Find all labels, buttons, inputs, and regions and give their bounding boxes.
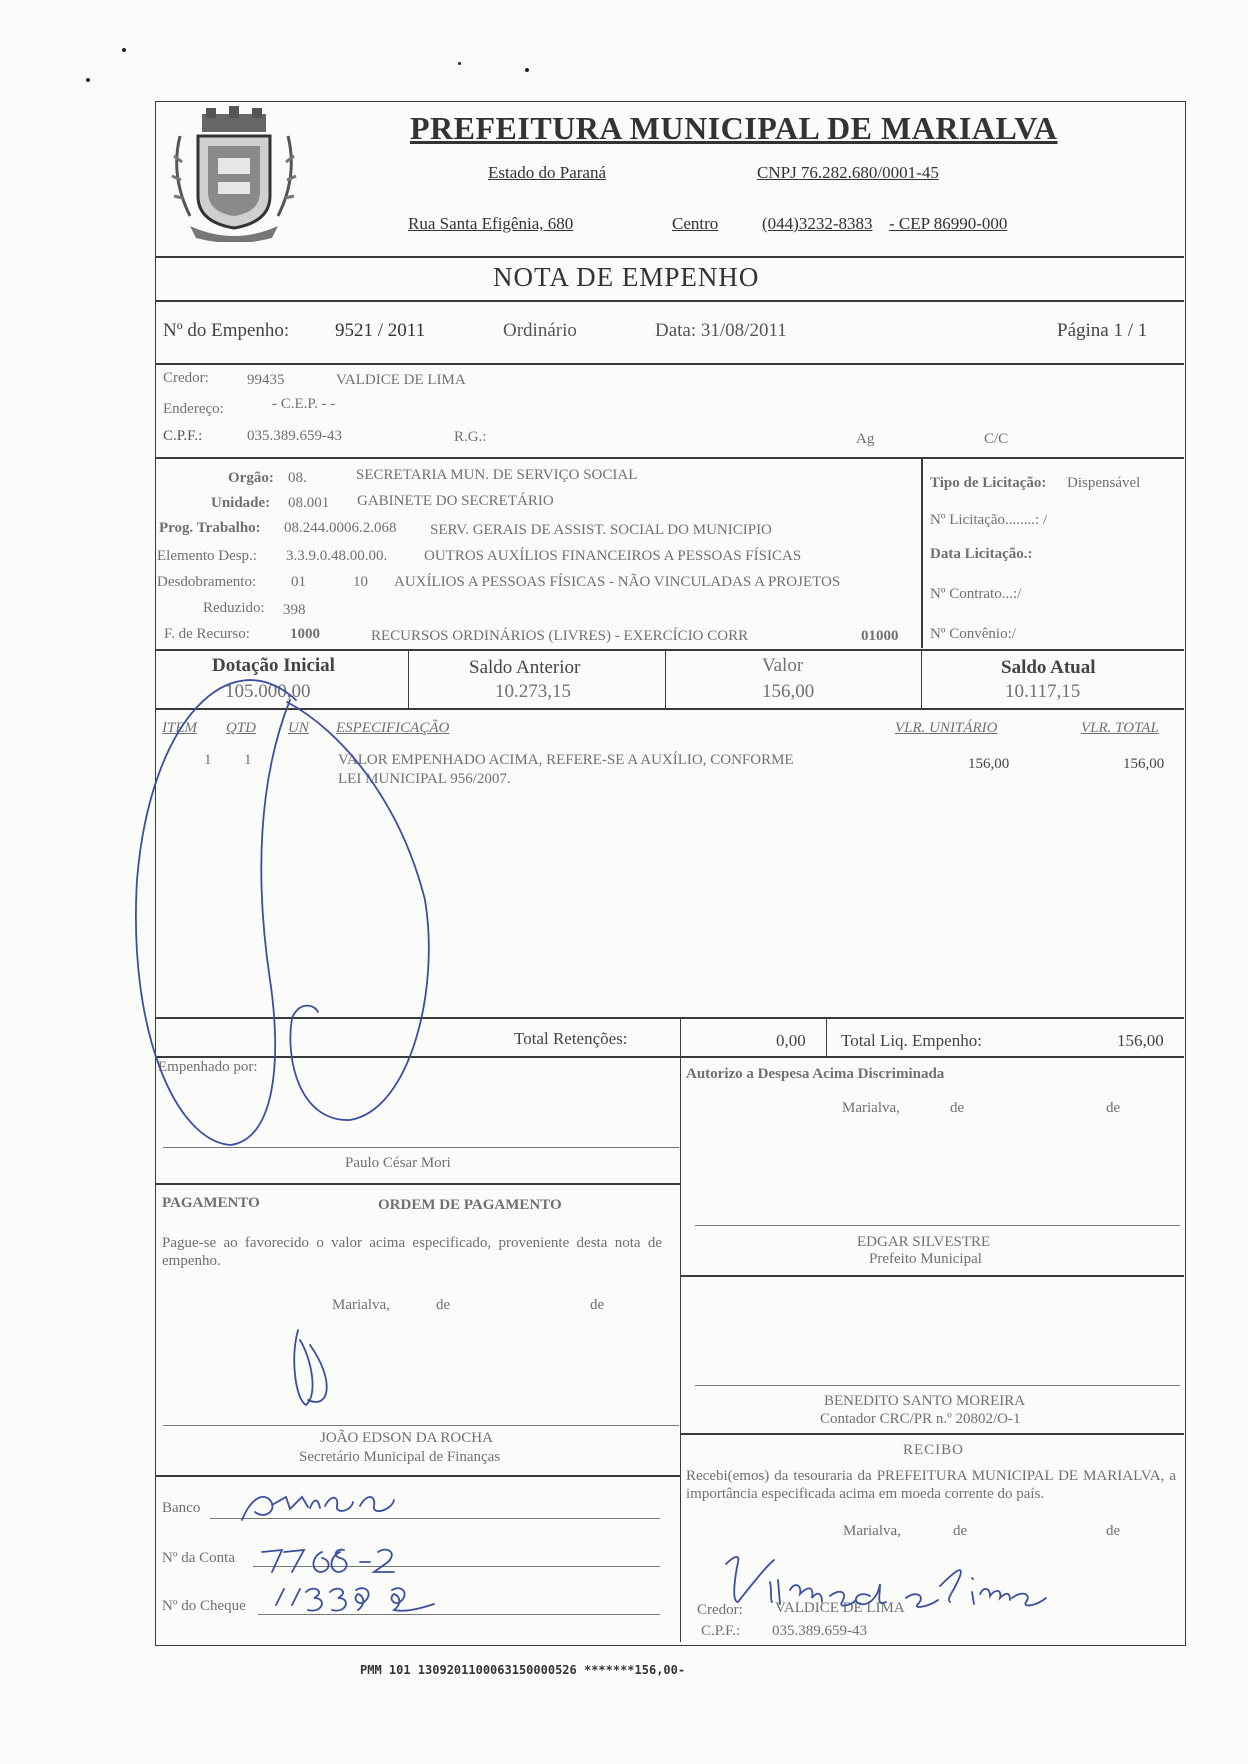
empenho-type: Ordinário — [503, 320, 577, 341]
convenio-number: Nº Convênio:/ — [930, 626, 1016, 642]
valor-label: Valor — [762, 655, 804, 676]
credor-code: 99435 — [247, 372, 285, 388]
row-spec-line1: VALOR EMPENHADO ACIMA, REFERE-SE A AUXÍLIO, CONFORME — [338, 752, 794, 768]
reduzido-value: 398 — [283, 602, 306, 618]
prog-trabalho-desc: SERV. GERAIS DE ASSIST. SOCIAL DO MUNICIPIO — [430, 522, 772, 538]
phone-label: (044)3232-8383 — [762, 214, 873, 233]
empenho-number: 9521 / 2011 — [335, 320, 426, 341]
cep-label: - CEP 86990-000 — [889, 214, 1008, 233]
rg-label: R.G.: — [454, 429, 487, 445]
conta-label: Nº da Conta — [162, 1550, 235, 1566]
empenhado-name: Paulo César Mori — [345, 1155, 451, 1171]
cpf-label: C.P.F.: — [163, 428, 203, 444]
desdobramento-code1: 01 — [291, 574, 306, 590]
desdobramento-label: Desdobramento: — [157, 574, 257, 590]
saldo-anterior-value: 10.273,15 — [495, 681, 571, 702]
recibo-text: Recebi(emos) da tesouraria da PREFEITURA MUNICIPAL DE MARIALVA, a importância especificada acima em moeda corrente do país. — [686, 1468, 1176, 1502]
endereco-label: Endereço: — [163, 401, 224, 417]
recibo-cpf-label: C.P.F.: — [701, 1623, 741, 1639]
banco-label: Banco — [162, 1500, 201, 1516]
cnpj-label: CNPJ 76.282.680/0001-45 — [757, 163, 939, 182]
autorizo-de2: de — [1106, 1100, 1121, 1116]
orgao-code: 08. — [288, 470, 307, 486]
col-header-unit-value: VLR. UNITÁRIO — [895, 720, 998, 736]
orgao-desc: SECRETARIA MUN. DE SERVIÇO SOCIAL — [356, 467, 638, 483]
district-label: Centro — [672, 214, 719, 233]
row-spec-line2: LEI MUNICIPAL 956/2007. — [338, 771, 511, 787]
dotacao-inicial-label: Dotação Inicial — [212, 655, 335, 676]
licitacao-number: Nº Licitação........: / — [930, 512, 1048, 528]
contador-role: Contador CRC/PR n.º 20802/O-1 — [820, 1411, 1021, 1427]
secretario-signature — [294, 1330, 326, 1405]
elemento-desc: OUTROS AUXÍLIOS FINANCEIROS A PESSOAS FÍSICAS — [424, 548, 802, 564]
address-label: Rua Santa Efigênia, 680 — [408, 214, 574, 233]
state-label: Estado do Paraná — [488, 163, 607, 182]
recibo-city: Marialva, — [843, 1523, 901, 1539]
pagamento-text: Pague-se ao favorecido o valor acima especificado, proveniente desta nota de empenho. — [162, 1235, 662, 1269]
pagamento-label: PAGAMENTO — [162, 1195, 260, 1211]
agency-label: Ag — [856, 431, 875, 447]
row-total-value: 156,00 — [1123, 756, 1165, 772]
prog-trabalho-code: 08.244.0006.2.068 — [284, 520, 397, 536]
page-number: Página 1 / 1 — [1057, 320, 1148, 341]
licitacao-date: Data Licitação.: — [930, 546, 1033, 562]
recurso-label: F. de Recurso: — [164, 626, 250, 642]
conta-handwriting — [262, 1550, 394, 1572]
cpf-value: 035.389.659-43 — [247, 428, 342, 444]
licitacao-tipo-value: Dispensável — [1067, 475, 1141, 491]
empenho-date: Data: 31/08/2011 — [655, 320, 787, 341]
endereco-value: - C.E.P. - - — [272, 396, 336, 412]
document-title: NOTA DE EMPENHO — [493, 262, 760, 292]
credor-signature — [726, 1557, 1046, 1607]
credor-label: Credor: — [163, 370, 209, 386]
desdobramento-desc: AUXÍLIOS A PESSOAS FÍSICAS - NÃO VINCULADAS A PROJETOS — [394, 574, 841, 590]
pagamento-de1: de — [436, 1297, 451, 1313]
footer-code: PMM 101 1309201100063150000526 *******156,00- — [360, 1663, 686, 1677]
col-header-spec: ESPECIFICAÇÃO — [336, 720, 450, 736]
recibo-credor-name: VALDICE DE LIMA — [775, 1600, 905, 1616]
orgao-label: Orgão: — [228, 470, 274, 486]
row-unit-value: 156,00 — [968, 756, 1010, 772]
desdobramento-code2: 10 — [353, 574, 368, 590]
ordem-pagamento-label: ORDEM DE PAGAMENTO — [378, 1197, 562, 1213]
recibo-cpf-value: 035.389.659-43 — [772, 1623, 867, 1639]
saldo-atual-label: Saldo Atual — [1001, 657, 1096, 678]
row-qtd: 1 — [244, 752, 252, 768]
credor-name: VALDICE DE LIMA — [336, 372, 466, 388]
total-retencoes-label: Total Retenções: — [514, 1029, 628, 1048]
secretario-role: Secretário Municipal de Finanças — [299, 1449, 501, 1465]
elemento-label: Elemento Desp.: — [157, 548, 257, 564]
valor-value: 156,00 — [762, 681, 815, 702]
recibo-de1: de — [953, 1523, 968, 1539]
empenhado-label: Empenhado por: — [158, 1059, 258, 1075]
autorizo-label: Autorizo a Despesa Acima Discriminada — [686, 1066, 945, 1082]
total-liq-value: 156,00 — [1117, 1031, 1164, 1050]
empenho-number-label: Nº do Empenho: — [163, 320, 290, 341]
unidade-label: Unidade: — [211, 495, 271, 511]
cheque-label: Nº do Cheque — [162, 1598, 246, 1614]
autorizo-city: Marialva, — [842, 1100, 900, 1116]
pagamento-city: Marialva, — [332, 1297, 390, 1313]
col-header-item: ITEM — [162, 720, 197, 736]
row-item: 1 — [204, 752, 212, 768]
pagamento-de2: de — [590, 1297, 605, 1313]
recurso-code2: 01000 — [861, 628, 899, 644]
banco-handwriting — [242, 1497, 394, 1520]
col-header-qtd: QTD — [226, 720, 257, 736]
cheque-handwriting — [276, 1588, 434, 1611]
contrato-number: Nº Contrato...:/ — [930, 586, 1022, 602]
unidade-code: 08.001 — [288, 495, 330, 511]
col-header-total-value: VLR. TOTAL — [1081, 720, 1159, 736]
contador-name: BENEDITO SANTO MOREIRA — [824, 1393, 1026, 1409]
account-label: C/C — [984, 431, 1009, 447]
secretario-name: JOÃO EDSON DA ROCHA — [320, 1430, 493, 1446]
autorizo-de1: de — [950, 1100, 965, 1116]
total-retencoes-value: 0,00 — [776, 1031, 806, 1050]
total-liq-label: Total Liq. Empenho: — [841, 1031, 982, 1050]
recibo-de2: de — [1106, 1523, 1121, 1539]
unidade-desc: GABINETE DO SECRETÁRIO — [357, 493, 554, 509]
prog-trabalho-label: Prog. Trabalho: — [159, 520, 261, 536]
empenho-signature — [136, 680, 296, 1145]
saldo-anterior-label: Saldo Anterior — [469, 657, 581, 678]
elemento-code: 3.3.9.0.48.00.00. — [286, 548, 388, 564]
recibo-label: RECIBO — [903, 1442, 965, 1458]
licitacao-tipo-label: Tipo de Licitação: — [930, 475, 1047, 491]
reduzido-label: Reduzido: — [203, 600, 265, 616]
recurso-desc: RECURSOS ORDINÁRIOS (LIVRES) - EXERCÍCIO CORR — [371, 628, 749, 644]
recurso-code: 1000 — [290, 626, 320, 642]
prefeito-name: EDGAR SILVESTRE — [857, 1234, 991, 1250]
prefeito-role: Prefeito Municipal — [869, 1251, 982, 1267]
saldo-atual-value: 10.117,15 — [1005, 681, 1081, 702]
municipality-title: PREFEITURA MUNICIPAL DE MARIALVA — [410, 110, 1058, 146]
col-header-un: UN — [288, 720, 309, 736]
recibo-credor-label: Credor: — [697, 1602, 743, 1618]
dotacao-inicial-value: 105.000,00 — [225, 681, 311, 702]
